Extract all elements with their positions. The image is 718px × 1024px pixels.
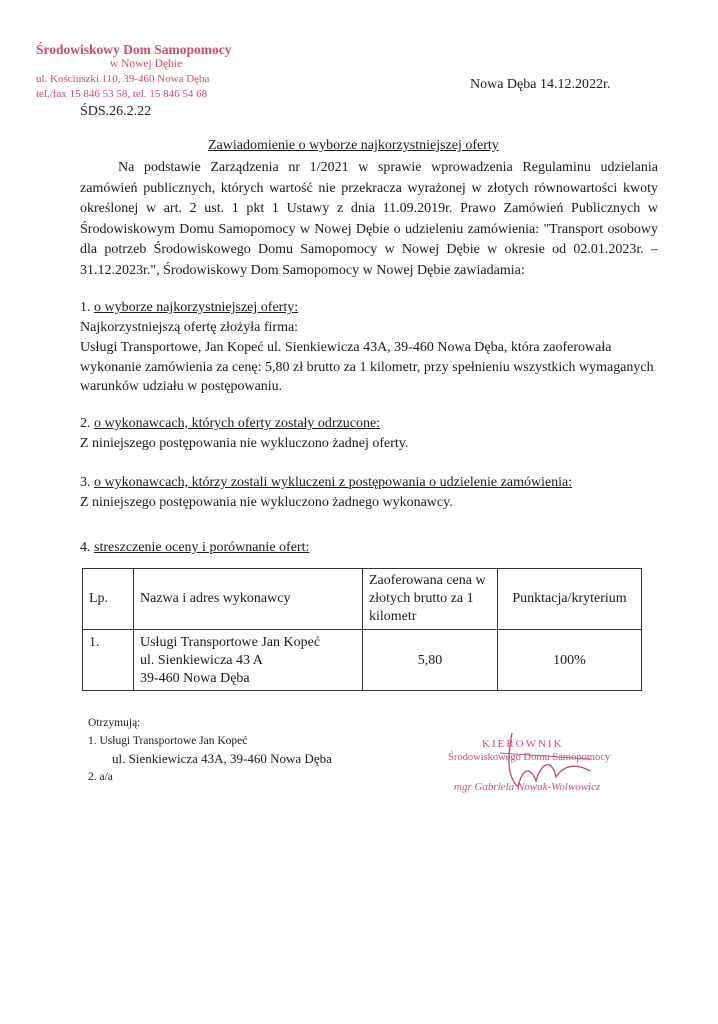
section-text: Usługi Transportowe, Jan Kopeć ul. Sienkiewicza 43A, 39-460 Nowa Dęba, która zaoferowała wykonanie zamówienia za cenę: 5,80 zł brutto za 1 kilometr, przy spełnieniu wszystkich wymaganych warunków udziału w postępowaniu. [80,340,654,394]
cell-price: 5,80 [363,630,498,691]
section-text: Z niniejszego postępowania nie wykluczono żadnego wykonawcy. [80,495,453,510]
table-row [83,630,642,691]
document-date: Nowa Dęba 14.12.2022r. [470,77,611,92]
section-number: 2. [80,416,91,431]
name-line: ul. Sienkiewicza 43 A [140,653,263,668]
section-number: 1. [80,300,91,315]
signature-stamp [448,738,628,793]
recipient-item: 2. a/a [88,771,113,783]
header-price: Zaoferowana cena w złotych brutto za 1 kilometr [363,569,498,630]
intro-paragraph: Na podstawie Zarządzenia nr 1/2021 w sprawie wprowadzenia Regulaminu udzielania zamówień publicznych, których wartość nie przekracza wyrażonej w złotych równowartości kwoty określonej w art. 2 ust. 1 pkt 1 Ustawy z dnia 11.09.2019r. Prawo Zamówień Publicznych w Środowiskowym Domu Samopomocy w Nowej Dębie o udzieleniu zamówienia: "Transport osobowy dla potrzeb Środowiskowego Domu Samopomocy w Nowej Dębie w okresie od 02.01.2023r. – 31.12.2023r.", Środowiskowy Dom Samopomocy w Nowej Dębie zawiadamia: [80,160,658,278]
header-name: Nazwa i adres wykonawcy [134,569,363,630]
section-text: Z niniejszego postępowania nie wykluczono żadnej oferty. [80,436,409,451]
section-2 [80,414,670,454]
cell-score: 100% [498,630,642,691]
recipients-label: Otrzymują: [88,717,141,729]
cell-name [134,630,363,691]
recipient-address: ul. Sienkiewicza 43A, 39-460 Nowa Dęba [112,751,332,766]
section-4 [80,538,670,558]
section-heading: o wyborze najkorzystniejszej oferty: [94,300,299,315]
signature-name: mgr Gabriela Nowak-Wolwowicz [454,781,601,793]
section-text: Najkorzystniejszą ofertę złożyła firma: [80,320,299,335]
section-number: 4. [80,540,91,555]
name-line: 39-460 Nowa Dęba [140,671,250,686]
letterhead-org: Środowiskowy Dom Samopomocy [36,42,232,57]
letterhead-address: ul. Kościuszki 110, 39-460 Nowa Dęba [36,73,210,85]
name-line: Usługi Transportowe Jan Kopeć [140,635,321,650]
signature-unit: Środowiskowego Domu Samopomocy [448,752,611,763]
recipient-item: 1. Usługi Transportowe Jan Kopeć [88,735,248,747]
section-heading: o wykonawcach, którzy zostali wykluczeni z postępowania o udzielenie zamówienia: [94,475,573,490]
header-lp: Lp. [83,569,134,630]
letterhead-place: w Nowej Dębie [109,58,183,70]
section-3 [80,473,670,513]
section-1 [80,298,670,397]
section-heading: streszczenie oceny i porównanie ofert: [94,540,310,555]
offers-table [82,568,642,691]
reference-number: ŚDS.26.2.22 [80,104,152,119]
cell-lp: 1. [83,630,134,691]
section-heading: o wykonawcach, których oferty zostały odrzucone: [94,416,381,431]
recipients-block [88,714,332,786]
table-header-row [83,569,642,630]
letterhead-phone: tel./fax 15 846 53 58, tel. 15 846 54 68 [36,88,208,100]
section-number: 3. [80,475,91,490]
signature-role: KIEROWNIK [482,738,564,750]
letterhead-stamp [36,42,256,102]
document-title: Zawiadomienie o wyborze najkorzystniejszej oferty [208,138,499,153]
header-score: Punktacja/kryterium [498,569,642,630]
